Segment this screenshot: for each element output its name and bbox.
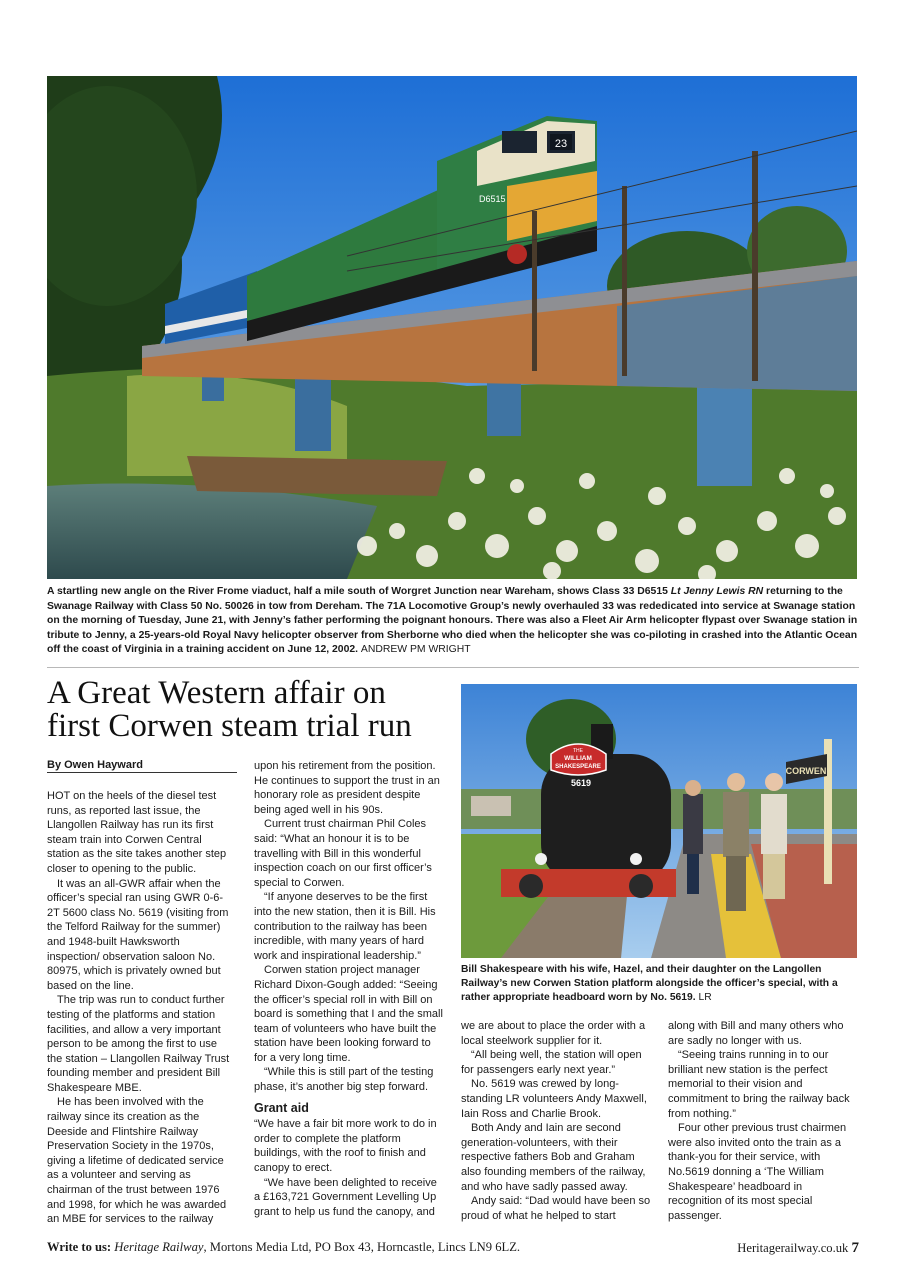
article-column-4 (668, 1019, 858, 1223)
hero-caption-text-b: returning to the Swanage Railway with Class 50 No. 50026 in tow from Dereham. The 71A Locomotive Group’s newly overhauled 33 was rededicated into service at Swanage station on the morning of Tuesday, June 21, with Jenny’s father performing the poignant honours. There was also a Fleet Air Arm helicopter flypast over Swanage station in tribute to Jenny, a 25-years-old Royal Navy helicopter observer from Sherborne who died when the helicopter she was co-piloting in crashed into the Atlantic Ocean off the coast of Virginia in a training accident on June 12, 2002. (47, 586, 858, 656)
footer-write-label: Write to us: (47, 1240, 112, 1254)
paragraph: “Seeing trains running in to our brilliant new station is the perfect memorial to their vision and commitment to bring the railway back from nothing.” (668, 1049, 850, 1120)
headcode-text: 23 (554, 138, 568, 150)
paragraph: “While this is still part of the testing phase, it’s another big step forward. (254, 1066, 434, 1094)
station-sign-text: CORWEN (785, 766, 827, 776)
paragraph: HOT on the heels of the diesel test runs, as reported last issue, the Llangollen Railway has run its first steam train into Corwen Central station as the site takes another step closer to opening to the public. (47, 790, 227, 875)
paragraph: upon his retirement from the position. He continues to support the trust in an honorary role as president despite being aged well in his 90s. (254, 760, 440, 816)
headboard-line-3: SHAKESPEARE (555, 764, 601, 770)
article-column-3 (461, 1019, 651, 1223)
paragraph: Four other previous trust chairmen were also invited onto the train as a thank-you for their service, with No.5619 donning a ‘The William Shakespeare’ headboard in recognition of its most special passenger. (668, 1122, 847, 1222)
hero-caption (47, 585, 859, 658)
footer-address: , Mortons Media Ltd, PO Box 43, Horncastle, Lincs LN9 6LZ. (203, 1240, 521, 1254)
paragraph: we are about to place the order with a local steelwork supplier for it. (461, 1020, 646, 1047)
corwen-caption-credit: LR (698, 992, 712, 1004)
hero-caption-credit: ANDREW PM WRIGHT (360, 644, 471, 656)
page-number: 7 (851, 1240, 859, 1256)
hero-photo (47, 76, 857, 579)
paragraph: It was an all-GWR affair when the officer’s special ran using GWR 0-6-2T 5600 class No. 5619 (visiting from the Telford Railway for the summer) and 1948-built Hawksworth inspection/ observation saloon No. 80975, which is privately owned but based on the line. (47, 877, 229, 992)
paragraph: No. 5619 was crewed by long-standing LR volunteers Andy Maxwell, Iain Ross and Charlie Brook. (461, 1078, 647, 1120)
hero-caption-loco-name: Lt Jenny Lewis RN (670, 586, 764, 597)
article-column-2 (254, 759, 444, 1219)
article-headline: A Great Western affair on first Corwen steam trial run (47, 675, 412, 744)
paragraph: Andy said: “Dad would have been so proud of what he helped to start (461, 1195, 651, 1222)
paragraph: He has been involved with the railway since its creation as the Deeside and Flintshire Railway Preservation Society in the 1970s, giving a lifetime of dedicated service as a volunteer and serving as chairman of the trust between 1976 and 1998, for which he was awarded an MBE for services to the railway (47, 1096, 227, 1226)
article-column-1 (47, 789, 233, 1227)
corwen-photo (461, 684, 857, 958)
article-byline: By Owen Hayward (47, 759, 237, 773)
paragraph: Both Andy and Iain are second generation-volunteers, with their respective fathers Bob and Graham also founding members of the railway, and who have sadly passed away. (461, 1122, 646, 1193)
paragraph: along with Bill and many others who are sadly no longer with us. (668, 1020, 844, 1047)
corwen-photo-caption (461, 963, 857, 1006)
footer-magazine-name: Heritage Railway (114, 1240, 204, 1254)
loco-number-text: D6515 (479, 194, 506, 204)
paragraph: “We have a fair bit more work to do in order to complete the platform buildings, with the roof to finish and canopy to erect. (254, 1118, 437, 1175)
paragraph: “We have been delighted to receive a £163,721 Government Levelling Up grant to help us fund the canopy, and (254, 1176, 437, 1218)
headboard-line-2: WILLIAM (564, 755, 592, 762)
page-footer (47, 1240, 859, 1255)
paragraph: Current trust chairman Phil Coles said: “What an honour it is to be travelling with Bill in this wonderful inspection coach on our first officer’s special to Corwen. (254, 818, 432, 889)
corwen-caption-text: Bill Shakespeare with his wife, Hazel, and their daughter on the Langollen Railway’s new Corwen Station platform alongside the officer’s special, with a rather appropriate headboard worn by No. 5619. (461, 964, 838, 1004)
footer-website[interactable]: Heritagerailway.co.uk (737, 1241, 849, 1255)
paragraph: Corwen station project manager Richard Dixon-Gough added: “Seeing the officer’s special roll in with Bill on board is something that I and the small team of volunteers who have built the station have been looking forward to for a very long time. (254, 964, 443, 1064)
paragraph: “If anyone deserves to be the first into the new station, then it is Bill. His contribution to the railway has been incredible, with many years of hard work and inspirational leadership.” (254, 891, 436, 962)
paragraph: “All being well, the station will open for passengers early next year.” (461, 1049, 642, 1076)
paragraph: The trip was run to conduct further testing of the platforms and station facilities, and allow a very important person to be among the first to use the station – Llangollen Railway Trust founding member and president Bill Shakespeare MBE. (47, 994, 230, 1094)
headboard-line-1: THE (573, 748, 583, 754)
article-subhead: Grant aid (254, 1100, 309, 1115)
loco-numberplate: 5619 (570, 778, 592, 788)
section-divider (47, 667, 859, 668)
hero-caption-text-a: A startling new angle on the River Frome viaduct, half a mile south of Worgret Junction near Wareham, shows Class 33 D6515 (47, 586, 671, 597)
